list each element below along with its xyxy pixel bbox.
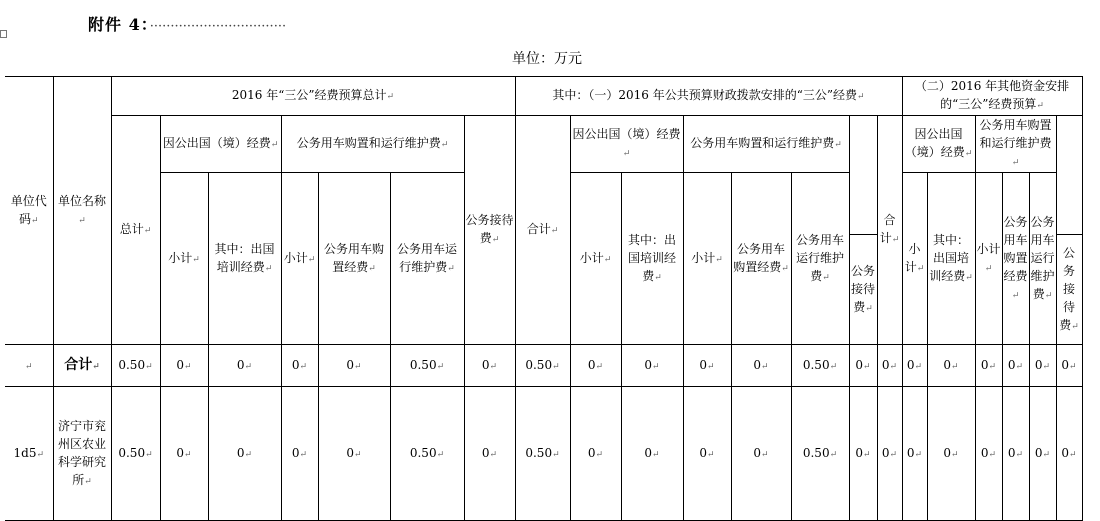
value-cell: 0↵ (731, 345, 791, 387)
value-cell: 0↵ (621, 345, 683, 387)
abroad-subtotal-header: 小计↵ (160, 173, 208, 345)
value-cell: 0↵ (683, 387, 731, 521)
value-cell: 0↵ (208, 345, 281, 387)
unit-name-cell: 合计↵ (53, 345, 111, 387)
value-cell: 0↵ (877, 387, 902, 521)
public-vehicle-operation-header: 公务用车运行维护费↵ (791, 173, 849, 345)
value-cell: 0.50↵ (111, 387, 160, 521)
unit-code-cell: ↵ (5, 345, 53, 387)
value-cell: 0.50↵ (111, 345, 160, 387)
public-reception-header: 公务接待费↵ (849, 235, 877, 345)
value-cell: 0.50↵ (515, 387, 570, 521)
value-cell: 0↵ (1056, 345, 1082, 387)
value-cell: 0.50↵ (390, 345, 464, 387)
unit-name-header: 单位名称↵ (53, 77, 111, 345)
grand-total-header: 总计↵ (111, 116, 160, 345)
table-row-unit (5, 387, 1082, 521)
vehicle-purchase-header: 公务用车购置经费↵ (318, 173, 390, 345)
value-cell: 0.50↵ (390, 387, 464, 521)
value-cell: 0.50↵ (791, 387, 849, 521)
leader-dots: ································· (149, 19, 287, 34)
other-abroad-training-header: 其中：出国培训经费↵ (927, 173, 975, 345)
other-funds-group-header: （二）2016 年其他资金安排的“三公”经费预算↵ (902, 77, 1082, 116)
value-cell: 0↵ (1029, 387, 1056, 521)
other-blank-cell (1056, 116, 1082, 235)
value-cell: 0↵ (1002, 387, 1029, 521)
abroad-header: 因公出国（境）经费↵ (160, 116, 281, 173)
public-blank-cell (849, 116, 877, 235)
value-cell: 0↵ (902, 387, 927, 521)
other-vehicle-operation-header: 公务用车运行维护费↵ (1029, 173, 1056, 345)
table-row-total (5, 345, 1082, 387)
value-cell: 0↵ (877, 345, 902, 387)
unit-label: 单位：万元 (512, 51, 582, 67)
value-cell: 0↵ (683, 345, 731, 387)
value-cell: 0.50↵ (791, 345, 849, 387)
value-cell: 0↵ (570, 345, 621, 387)
value-cell: 0.50↵ (515, 345, 570, 387)
unit-name-cell: 济宁市兖州区农业科学研究所↵ (53, 387, 111, 521)
public-budget-group-header: 其中：（一）2016 年公共预算财政拨款安排的“三公”经费↵ (515, 77, 902, 116)
public-abroad-subtotal-header: 小计↵ (570, 173, 621, 345)
public-vehicle-subtotal-header: 小计↵ (683, 173, 731, 345)
value-cell: 0↵ (464, 345, 515, 387)
value-cell: 0↵ (849, 387, 877, 521)
value-cell: 0↵ (1029, 345, 1056, 387)
header-row-1 (5, 77, 1082, 116)
reception-header: 公务接待费↵ (464, 116, 515, 345)
public-abroad-header: 因公出国（境）经费↵ (570, 116, 683, 173)
value-cell: 0↵ (621, 387, 683, 521)
value-cell: 0↵ (208, 387, 281, 521)
public-vehicle-purchase-header: 公务用车购置经费↵ (731, 173, 791, 345)
value-cell: 0↵ (927, 387, 975, 521)
other-abroad-subtotal-header: 小计↵ (902, 173, 927, 345)
vehicle-operation-header: 公务用车运行维护费↵ (390, 173, 464, 345)
other-vehicle-subtotal-header: 小计↵ (975, 173, 1002, 345)
public-sum-header: 合计↵ (515, 116, 570, 345)
unit-code-cell: 1d5↵ (5, 387, 53, 521)
value-cell: 0↵ (1002, 345, 1029, 387)
value-cell: 0↵ (318, 387, 390, 521)
value-cell: 0↵ (975, 345, 1002, 387)
other-vehicle-header: 公务用车购置和运行维护费↵ (975, 116, 1056, 173)
unit-code-header: 单位代码↵ (5, 77, 53, 345)
value-cell: 0↵ (927, 345, 975, 387)
value-cell: 0↵ (318, 345, 390, 387)
value-cell: 0↵ (160, 387, 208, 521)
vehicle-subtotal-header: 小计↵ (281, 173, 318, 345)
vehicle-header: 公务用车购置和运行维护费↵ (281, 116, 464, 173)
value-cell: 0↵ (1056, 387, 1082, 521)
budget-table (5, 76, 1083, 521)
value-cell: 0↵ (902, 345, 927, 387)
attachment-title: 附件 4：································· (88, 15, 287, 34)
value-cell: 0↵ (975, 387, 1002, 521)
value-cell: 0↵ (731, 387, 791, 521)
total-group-header: 2016 年“三公”经费预算总计↵ (111, 77, 515, 116)
value-cell: 0↵ (464, 387, 515, 521)
other-abroad-header: 因公出国（境）经费↵ (902, 116, 975, 173)
abroad-training-header: 其中：出国培训经费↵ (208, 173, 281, 345)
public-abroad-training-header: 其中：出国培训经费↵ (621, 173, 683, 345)
value-cell: 0↵ (281, 387, 318, 521)
other-sum-header: 合计↵ (877, 116, 902, 345)
value-cell: 0↵ (849, 345, 877, 387)
other-vehicle-purchase-header: 公务用车购置经费↵ (1002, 173, 1029, 345)
value-cell: 0↵ (160, 345, 208, 387)
paragraph-marker (0, 30, 7, 38)
public-vehicle-header: 公务用车购置和运行维护费↵ (683, 116, 849, 173)
value-cell: 0↵ (570, 387, 621, 521)
header-row-2 (5, 116, 1082, 173)
other-reception-header: 公务接待费↵ (1056, 235, 1082, 345)
value-cell: 0↵ (281, 345, 318, 387)
